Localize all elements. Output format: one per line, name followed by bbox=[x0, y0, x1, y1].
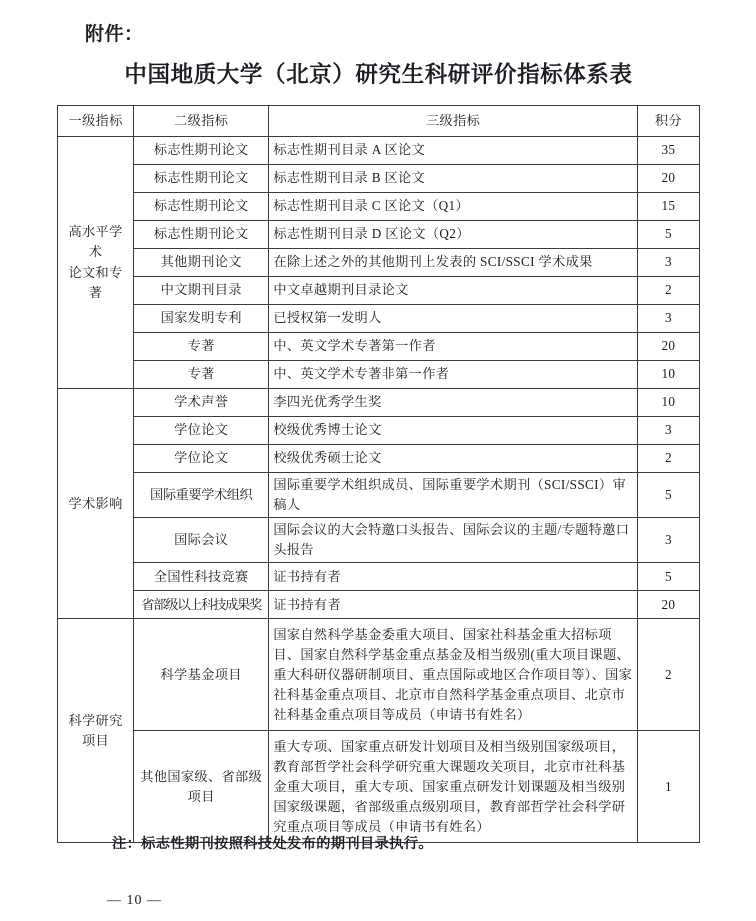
table-row bbox=[58, 518, 700, 563]
column-header-level3: 三级指标 bbox=[269, 106, 638, 137]
score-cell: 3 bbox=[637, 518, 699, 563]
table-footnote: 注：标志性期刊按照科技处发布的期刊目录执行。 bbox=[112, 836, 433, 852]
level1-line-0: 高水平学术 bbox=[68, 224, 123, 260]
level2-cell: 其他期刊论文 bbox=[134, 249, 269, 277]
column-header-level2: 二级指标 bbox=[134, 106, 269, 137]
level3-cell: 在除上述之外的其他期刊上发表的 SCI/SSCI 学术成果 bbox=[269, 249, 638, 277]
level2-cell: 标志性期刊论文 bbox=[134, 221, 269, 249]
level3-cell: 国际重要学术组织成员、国际重要学术期刊（SCI/SSCI）审稿人 bbox=[269, 473, 638, 518]
research-evaluation-indicator-table bbox=[57, 105, 700, 843]
level3-cell: 重大专项、国家重点研发计划项目及相当级别国家级项目，教育部哲学社会科学研究重大课题攻关项目，北京市社科基金重大项目，重大专项、国家重点研发计划课题及相当级别国家级课题，省部级重点级别项目，教育部哲学社会科学研究重点项目等成员（申请书有姓名） bbox=[269, 731, 638, 843]
score-cell: 2 bbox=[637, 619, 699, 731]
level2-cell: 中文期刊目录 bbox=[134, 277, 269, 305]
table-row bbox=[58, 137, 700, 165]
level3-cell: 标志性期刊目录 D 区论文（Q2） bbox=[269, 221, 638, 249]
page-title: 中国地质大学（北京）研究生科研评价指标体系表 bbox=[124, 62, 633, 87]
level3-cell: 中、英文学术专著第一作者 bbox=[269, 333, 638, 361]
level2-cell: 省部级以上科技成果奖 bbox=[134, 591, 269, 619]
level3-cell: 证书持有者 bbox=[269, 591, 638, 619]
score-cell: 3 bbox=[637, 305, 699, 333]
level3-cell: 标志性期刊目录 C 区论文（Q1） bbox=[269, 193, 638, 221]
table-row bbox=[58, 563, 700, 591]
table-row bbox=[58, 445, 700, 473]
level2-cell: 标志性期刊论文 bbox=[134, 165, 269, 193]
level3-cell: 中文卓越期刊目录论文 bbox=[269, 277, 638, 305]
table-row bbox=[58, 473, 700, 518]
table-row bbox=[58, 277, 700, 305]
level2-cell: 全国性科技竞赛 bbox=[134, 563, 269, 591]
level1-line-1: 论文和专著 bbox=[68, 264, 123, 300]
level1-group-cell-2 bbox=[58, 619, 134, 843]
score-cell: 10 bbox=[637, 389, 699, 417]
level2-cell: 学位论文 bbox=[134, 417, 269, 445]
level3-cell: 李四光优秀学生奖 bbox=[269, 389, 638, 417]
score-cell: 2 bbox=[637, 445, 699, 473]
score-cell: 3 bbox=[637, 417, 699, 445]
level2-cell: 国家发明专利 bbox=[134, 305, 269, 333]
level2-cell: 专著 bbox=[134, 361, 269, 389]
table-header-row bbox=[58, 106, 700, 137]
level2-cell: 其他国家级、省部级项目 bbox=[134, 731, 269, 843]
score-cell: 20 bbox=[637, 333, 699, 361]
table-row bbox=[58, 305, 700, 333]
score-cell: 5 bbox=[637, 563, 699, 591]
attachment-label: 附件： bbox=[85, 24, 144, 45]
level2-cell: 标志性期刊论文 bbox=[134, 193, 269, 221]
level3-cell: 已授权第一发明人 bbox=[269, 305, 638, 333]
table-row bbox=[58, 591, 700, 619]
level3-cell: 中、英文学术专著非第一作者 bbox=[269, 361, 638, 389]
table-row bbox=[58, 417, 700, 445]
score-cell: 1 bbox=[637, 731, 699, 843]
level3-cell: 国家自然科学基金委重大项目、国家社科基金重大招标项目、国家自然科学基金重点基金及相当级别(重大项目课题、重大科研仪器研制项目、重点国际或地区合作项目等）、国家社科基金重点项目、北京市自然科学基金重点项目、北京市社科基金重点项目等成员（申请书有姓名） bbox=[269, 619, 638, 731]
level2-cell: 国际会议 bbox=[134, 518, 269, 563]
table-row bbox=[58, 165, 700, 193]
level3-cell: 标志性期刊目录 B 区论文 bbox=[269, 165, 638, 193]
score-cell: 10 bbox=[637, 361, 699, 389]
level1-line-0: 科学研究 bbox=[68, 712, 123, 728]
table-row bbox=[58, 249, 700, 277]
column-header-level1: 一级指标 bbox=[58, 106, 134, 137]
level2-cell: 专著 bbox=[134, 333, 269, 361]
score-cell: 2 bbox=[637, 277, 699, 305]
level3-cell: 校级优秀博士论文 bbox=[269, 417, 638, 445]
score-cell: 35 bbox=[637, 137, 699, 165]
table-row bbox=[58, 619, 700, 731]
level3-cell: 国际会议的大会特邀口头报告、国际会议的主题/专题特邀口头报告 bbox=[269, 518, 638, 563]
level1-group-cell-0 bbox=[58, 137, 134, 389]
table-row bbox=[58, 389, 700, 417]
level2-cell: 学位论文 bbox=[134, 445, 269, 473]
level2-cell: 标志性期刊论文 bbox=[134, 137, 269, 165]
score-cell: 20 bbox=[637, 591, 699, 619]
table-body bbox=[58, 137, 700, 843]
table-row bbox=[58, 333, 700, 361]
score-cell: 20 bbox=[637, 165, 699, 193]
table-row bbox=[58, 193, 700, 221]
page-number: — 10 — bbox=[107, 893, 162, 908]
level1-group-cell-1: 学术影响 bbox=[58, 389, 134, 619]
score-cell: 5 bbox=[637, 221, 699, 249]
table-row bbox=[58, 361, 700, 389]
table-row bbox=[58, 221, 700, 249]
level3-cell: 标志性期刊目录 A 区论文 bbox=[269, 137, 638, 165]
level1-line-1: 项目 bbox=[82, 732, 110, 748]
table-row bbox=[58, 731, 700, 843]
level2-cell: 科学基金项目 bbox=[134, 619, 269, 731]
score-cell: 15 bbox=[637, 193, 699, 221]
column-header-score: 积分 bbox=[637, 106, 699, 137]
level3-cell: 证书持有者 bbox=[269, 563, 638, 591]
score-cell: 3 bbox=[637, 249, 699, 277]
level2-cell: 学术声誉 bbox=[134, 389, 269, 417]
level2-cell: 国际重要学术组织 bbox=[134, 473, 269, 518]
level3-cell: 校级优秀硕士论文 bbox=[269, 445, 638, 473]
table-header bbox=[58, 106, 700, 137]
score-cell: 5 bbox=[637, 473, 699, 518]
